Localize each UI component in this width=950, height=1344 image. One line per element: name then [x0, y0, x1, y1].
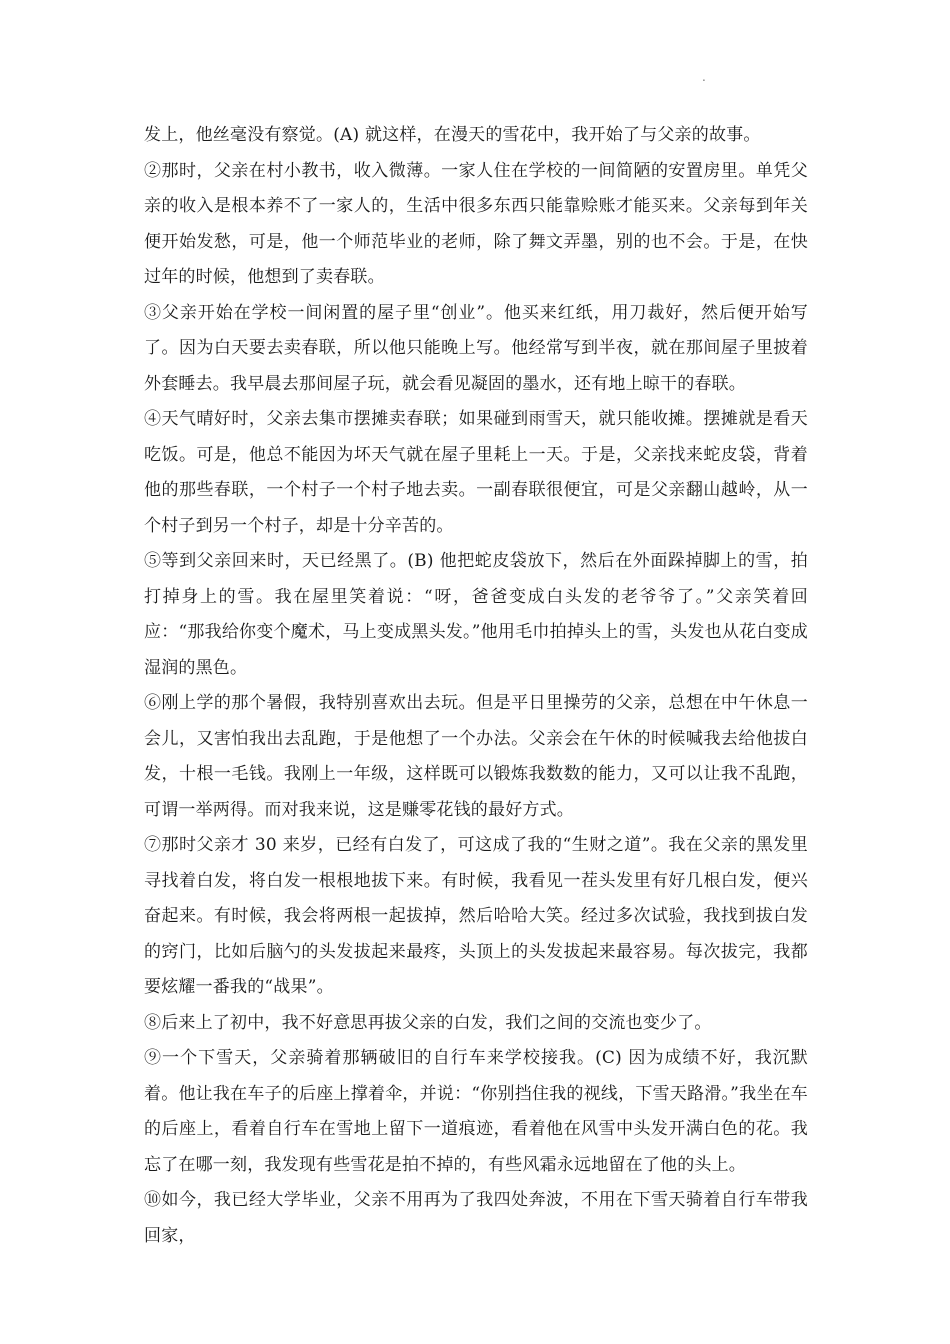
paragraph-5: ⑤等到父亲回来时，天已经黑了。(B) 他把蛇皮袋放下，然后在外面跺掉脚上的雪，拍打掉身上的雪。我在屋里笑着说：“呀，爸爸变成白头发的老爷爷了。”父亲笑着回应：“那我给你变个魔术，马上变成黑头发。”他用毛巾拍掉头上的雪，头发也从花白变成湿润的黑色。 [144, 551, 808, 678]
paragraph-7: ⑦那时父亲才 30 来岁，已经有白发了，可这成了我的“生财之道”。我在父亲的黑发里寻找着白发，将白发一根根地拔下来。有时候，我看见一茬头发里有好几根白发，便兴奋起来。有时候，我会将两根一起拔掉，然后哈哈大笑。经过多次试验，我找到拔白发的窍门，比如后脑勺的头发拔起来最疼，头顶上的头发拔起来最容易。每次拔完，我都要炫耀一番我的“战果”。 [144, 835, 808, 997]
document-body [144, 118, 808, 1254]
paragraph-1: 发上，他丝毫没有察觉。(A) 就这样，在漫天的雪花中，我开始了与父亲的故事。 [144, 125, 761, 145]
paragraph-10: ⑩如今，我已经大学毕业，父亲不用再为了我四处奔波，不用在下雪天骑着自行车带我回家， [144, 1190, 808, 1246]
paragraph-4: ④天气晴好时，父亲去集市摆摊卖春联；如果碰到雨雪天，就只能收摊。摆摊就是看天吃饭。可是，他总不能因为坏天气就在屋子里耗上一天。于是，父亲找来蛇皮袋，背着他的那些春联，一个村子一个村子地去卖。一副春联很便宜，可是父亲翻山越岭，从一个村子到另一个村子，却是十分辛苦的。 [144, 409, 808, 536]
paragraph-6: ⑥刚上学的那个暑假，我特别喜欢出去玩。但是平日里操劳的父亲，总想在中午休息一会儿，又害怕我出去乱跑，于是他想了一个办法。父亲会在午休的时候喊我去给他拔白发，十根一毛钱。我刚上一年级，这样既可以锻炼我数数的能力，又可以让我不乱跑，可谓一举两得。而对我来说，这是赚零花钱的最好方式。 [144, 693, 808, 820]
page-mark: . [702, 70, 706, 84]
paragraph-9: ⑨一个下雪天，父亲骑着那辆破旧的自行车来学校接我。(C) 因为成绩不好，我沉默着。他让我在车子的后座上撑着伞，并说：“你别挡住我的视线，下雪天路滑。”我坐在车的后座上，看着自行车在雪地上留下一道痕迹，看着他在风雪中头发开满白色的花。我忘了在哪一刻，我发现有些雪花是拍不掉的，有些风霜永远地留在了他的头上。 [144, 1048, 808, 1175]
paragraph-3: ③父亲开始在学校一间闲置的屋子里“创业”。他买来红纸，用刀裁好，然后便开始写了。因为白天要去卖春联，所以他只能晚上写。他经常写到半夜，就在那间屋子里披着外套睡去。我早晨去那间屋子玩，就会看见凝固的墨水，还有地上晾干的春联。 [144, 302, 808, 394]
paragraph-8: ⑧后来上了初中，我不好意思再拔父亲的白发，我们之间的交流也变少了。 [144, 1012, 712, 1033]
paragraph-2: ②那时，父亲在村小教书，收入微薄。一家人住在学校的一间简陋的安置房里。单凭父亲的收入是根本养不了一家人的，生活中很多东西只能靠赊账才能买来。父亲每到年关便开始发愁，可是，他一个师范毕业的老师，除了舞文弄墨，别的也不会。于是，在快过年的时候，他想到了卖春联。 [144, 160, 808, 287]
